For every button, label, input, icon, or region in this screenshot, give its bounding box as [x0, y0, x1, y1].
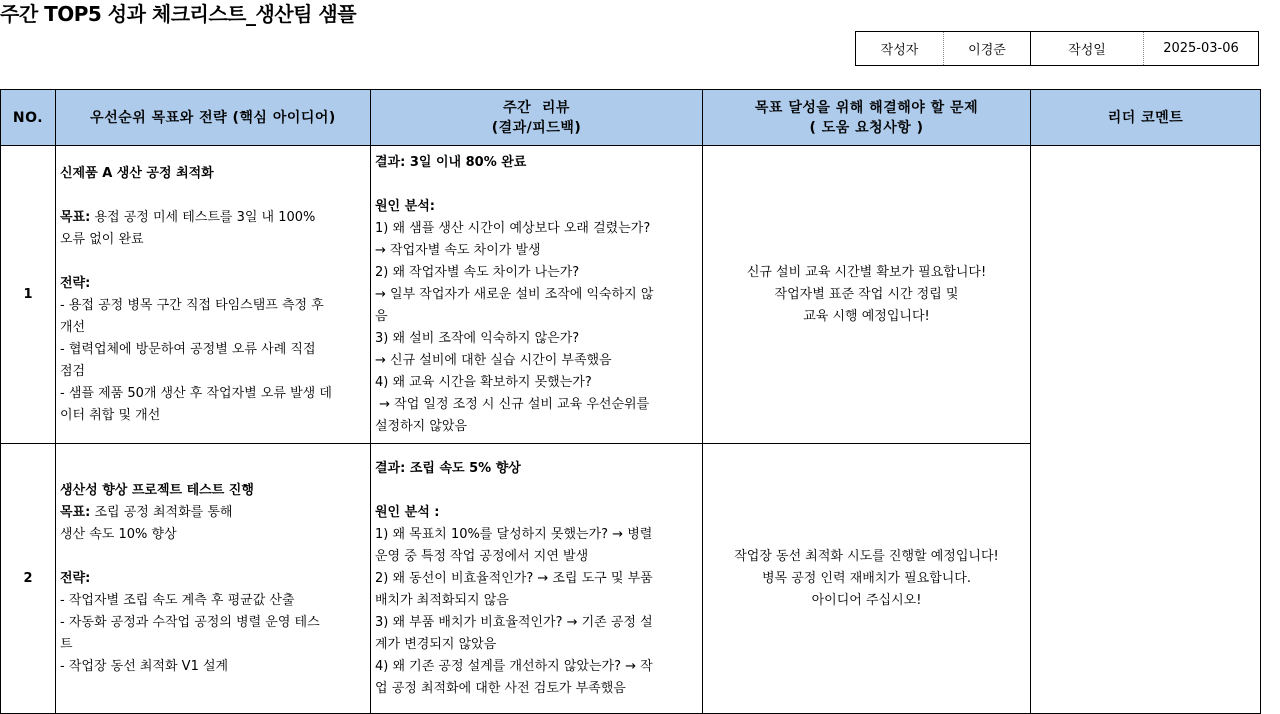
- author-date-box: [855, 31, 1259, 66]
- goal-label: 목표:: [60, 209, 91, 225]
- row-number[interactable]: 2: [1, 444, 56, 714]
- header-review: [371, 90, 703, 146]
- result-text: 결과: 3일 이내 80% 완료: [375, 154, 527, 170]
- cause-label: 원인 분석 :: [375, 504, 440, 520]
- goal-title: 신제품 A 생산 공정 최적화: [60, 165, 214, 181]
- review-cell[interactable]: [371, 444, 703, 714]
- goal-text: 조립 공정 최적화를 통해 생산 속도 10% 향상: [60, 504, 233, 542]
- leader-comment-cell[interactable]: [1031, 146, 1261, 714]
- checklist-table: [0, 89, 1261, 714]
- author-label: 작성자: [856, 32, 944, 65]
- cause-label: 원인 분석:: [375, 198, 435, 214]
- goal-label: 목표:: [60, 504, 91, 520]
- strategy-label: 전략:: [60, 275, 91, 291]
- header-problem-line1: 목표 달성을 위해 해결해야 할 문제: [754, 99, 979, 116]
- goal-title: 생산성 향상 프로젝트 테스트 진행: [60, 482, 254, 498]
- header-goal: 우선순위 목표와 전략 (핵심 아이디어): [56, 90, 371, 146]
- goal-text: 용접 공정 미세 테스트를 3일 내 100% 오류 없이 완료: [60, 209, 316, 247]
- review-cell[interactable]: [371, 146, 703, 444]
- strategy-text: - 작업자별 조립 속도 계측 후 평균값 산출 - 자동화 공정과 수작업 공정의 병렬 운영 테스 트 - 작업장 동선 최적화 V1 설계: [60, 592, 320, 674]
- author-value[interactable]: 이경준: [944, 32, 1031, 65]
- problem-cell[interactable]: 신규 설비 교육 시간별 확보가 필요합니다! 작업자별 표준 작업 시간 정립 및 교육 시행 예정입니다!: [703, 146, 1031, 444]
- header-leader: 리더 코멘트: [1031, 90, 1261, 146]
- table-row: [1, 146, 1261, 444]
- strategy-label: 전략:: [60, 570, 91, 586]
- date-value[interactable]: 2025-03-06: [1163, 41, 1239, 56]
- problem-cell[interactable]: 작업장 동선 최적화 시도를 진행할 예정입니다! 병목 공정 인력 재배치가 필요합니다. 아이디어 주십시오!: [703, 444, 1031, 714]
- header-no: NO.: [1, 90, 56, 146]
- strategy-text: - 용접 공정 병목 구간 직접 타임스탬프 측정 후 개선 - 협력업체에 방문하여 공정별 오류 사례 직접 점검 - 샘플 제품 50개 생산 후 작업자별 오류 발생 데 이터 취합 및 개선: [60, 297, 332, 423]
- header-row: [1, 90, 1261, 146]
- header-problem: [703, 90, 1031, 146]
- document-title: 주간 TOP5 성과 체크리스트_생산팀 샘플: [0, 2, 357, 26]
- date-label: 작성일: [1031, 32, 1144, 65]
- cause-text: 1) 왜 목표치 10%를 달성하지 못했는가? → 병렬 운영 중 특정 작업 공정에서 지연 발생 2) 왜 동선이 비효율적인가? → 조립 도구 및 부품 배치가 최적화되지 않음 3) 왜 부품 배치가 비효율적인가? → 기존 공정 설 계가 변경되지 않았음 4) 왜 기존 공정 설계를 개선하지 않았는가? → 작 업 공정 최적화에 대한 사전 검토가 부족했음: [375, 526, 653, 696]
- row-number[interactable]: 1: [1, 146, 56, 444]
- header-problem-line2: ( 도움 요청사항 ): [809, 119, 924, 136]
- header-review-line1: 주간 리뷰: [503, 99, 570, 116]
- goal-cell[interactable]: [56, 146, 371, 444]
- goal-cell[interactable]: [56, 444, 371, 714]
- cause-text: 1) 왜 샘플 생산 시간이 예상보다 오래 걸렸는가? → 작업자별 속도 차이가 발생 2) 왜 작업자별 속도 차이가 나는가? → 일부 작업자가 새로운 설비 조작에 익숙하지 않 음 3) 왜 설비 조작에 익숙하지 않은가? → 신규 설비에 대한 실습 시간이 부족했음 4) 왜 교육 시간을 확보하지 못했는가? → 작업 일정 조정 시 신규 설비 교육 우선순위를 설정하지 않았음: [375, 220, 654, 434]
- result-text: 결과: 조립 속도 5% 향상: [375, 460, 521, 476]
- header-review-line2: (결과/피드백): [491, 119, 582, 136]
